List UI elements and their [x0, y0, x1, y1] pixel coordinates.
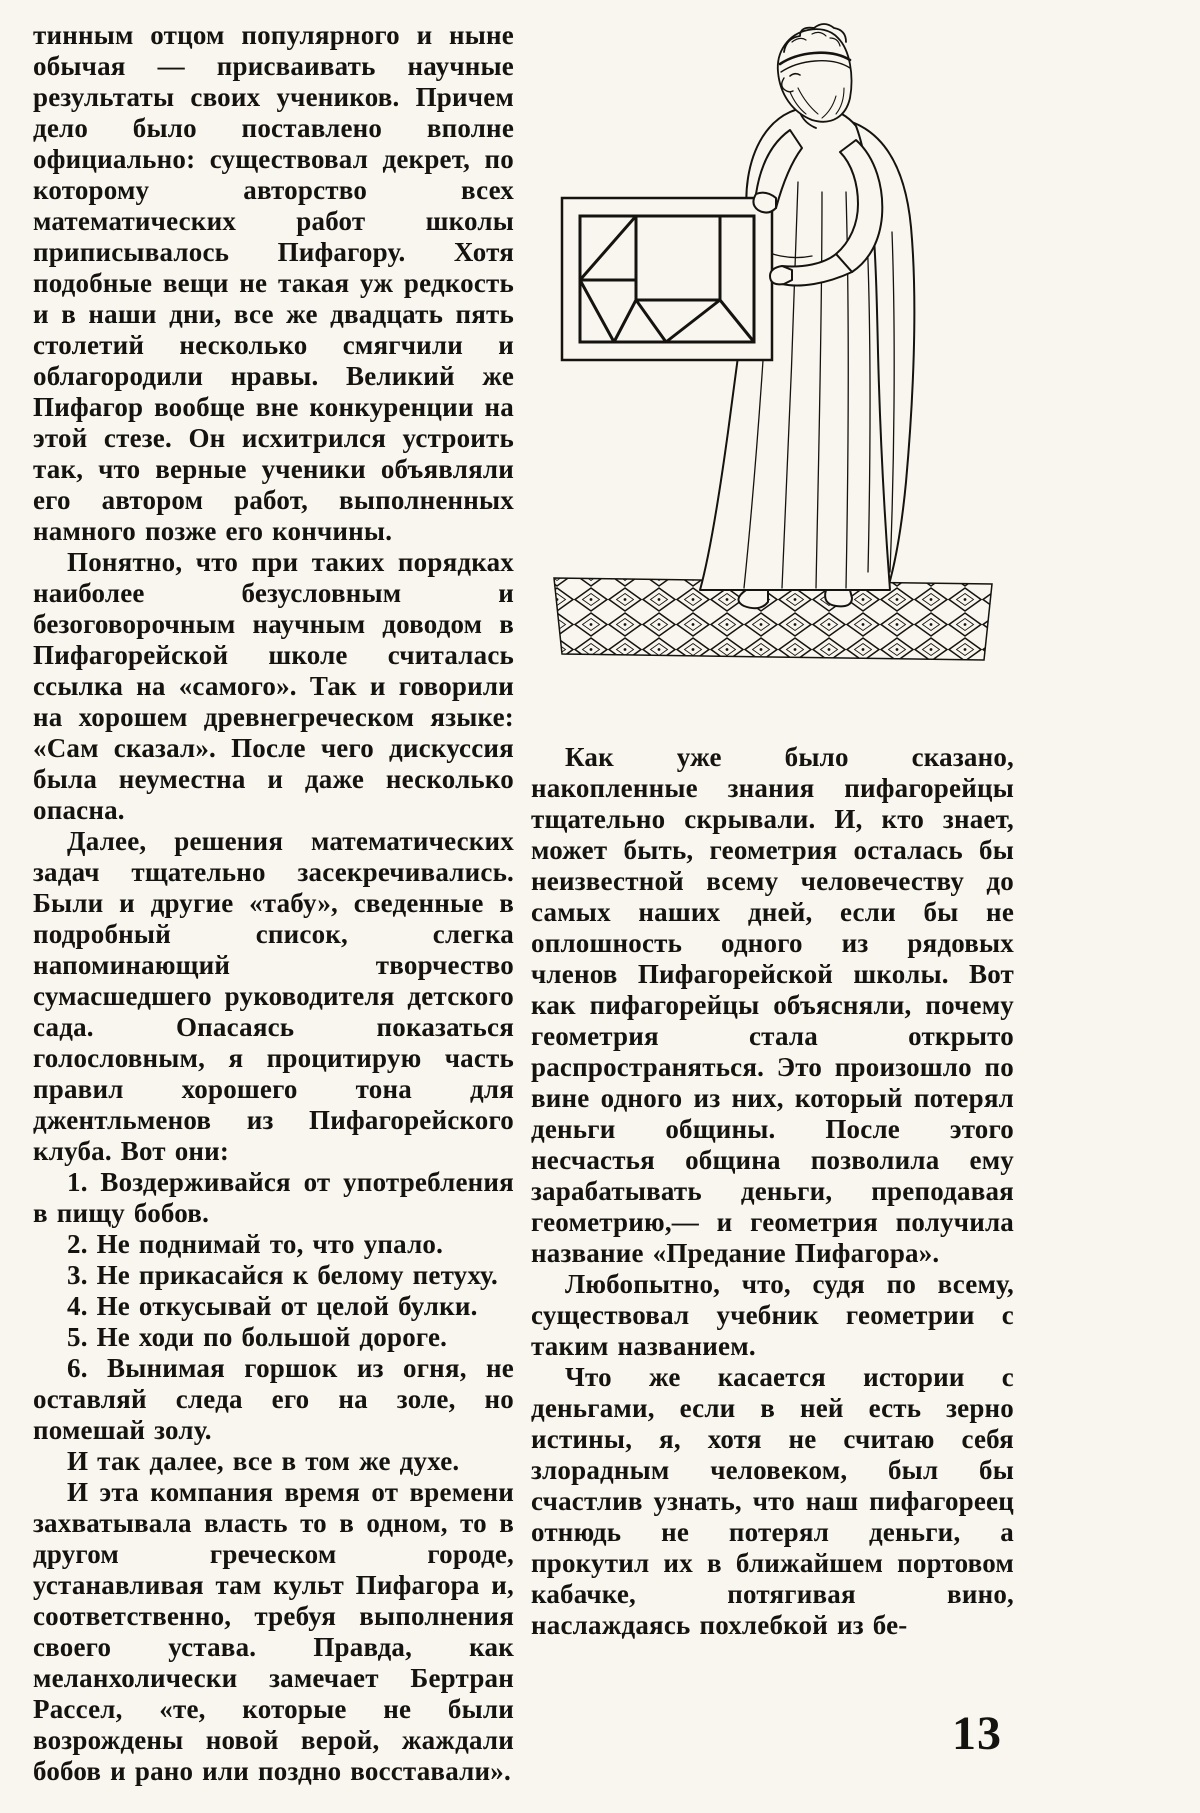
- paragraph: И эта компания время от времени захватывала власть то в одном, то в другом греческом городе, устанавливая там культ Пифагора и, соответственно, требуя выполнения своего устава. Правда, как меланхолически замечает Бертран Рассел, «те, которые не были возрождены новой верой, жаждали бобов и рано или поздно восставали».: [33, 1477, 514, 1786]
- left-column: [33, 20, 514, 1787]
- rule-item: 1. Воздерживайся от употребления в пищу бобов.: [33, 1167, 514, 1228]
- rule-item: 2. Не поднимай то, что упало.: [67, 1229, 444, 1259]
- paragraph: тинным отцом популярного и ныне обычая — присваивать научные результаты своих учеников. Причем дело было поставлено вполне официально: существовал декрет, по которому авторство всех математических работ школы приписывалось Пифагору. Хотя подобные вещи не такая уж редкость и в наши дни, все же двадцать пять столетий несколько смягчили и облагородили нравы. Великий же Пифагор вообще вне конкуренции на этой стезе. Он исхитрился устроить так, что верные ученики объявляли его автором работ, выполненных намного позже его кончины.: [33, 20, 514, 546]
- pythagoras-illustration: [540, 12, 1005, 667]
- rule-item: 6. Вынимая горшок из огня, не оставляй следа его на золе, но помешай золу.: [33, 1353, 514, 1445]
- right-column: [531, 742, 1014, 1641]
- paragraph: Что же касается истории с деньгами, если в ней есть зерно истины, я, хотя не считаю себя злорадным человеком, был бы счастлив узнать, что наш пифагореец отнюдь не потерял деньги, а прокутил их в ближайшем портовом кабачке, потягивая вино, наслаждаясь похлебкой из бе-: [531, 1362, 1014, 1640]
- paragraph: Любопытно, что, судя по всему, существовал учебник геометрии с таким названием.: [531, 1269, 1014, 1361]
- page-number: 13: [952, 1707, 1002, 1760]
- rule-item: 4. Не откусывай от целой булки.: [67, 1291, 478, 1321]
- paragraph: И так далее, все в том же духе.: [67, 1446, 460, 1476]
- rule-item: 3. Не прикасайся к белому петуху.: [67, 1260, 498, 1290]
- paragraph: Далее, решения математических задач тщательно засекречивались. Были и другие «табу», сведенные в подробный список, слегка напоминающий творчество сумасшедшего руководителя детского сада. Опасаясь показаться голословным, я процитирую часть правил хорошего тона для джентльменов из Пифагорейского клуба. Вот они:: [33, 826, 514, 1166]
- rule-item: 5. Не ходи по большой дороге.: [67, 1322, 448, 1352]
- geometry-tablet-icon: [562, 198, 772, 360]
- paragraph: Как уже было сказано, накопленные знания пифагорейцы тщательно скрывали. И, кто знает, может быть, геометрия осталась бы неизвестной всему человечеству до самых наших дней, если бы не оплошность одного из рядовых членов Пифагорейской школы. Вот как пифагорейцы объясняли, почему геометрия стала открыто распространяться. Это произошло по вине одного из них, который потерял деньги общины. После этого несчастья община позволила ему зарабатывать деньги, преподавая геометрию,— и геометрия получила название «Предание Пифагора».: [531, 742, 1014, 1268]
- illustration-container: [540, 12, 1005, 667]
- paragraph: Понятно, что при таких порядках наиболее безусловным и безоговорочным научным доводом в Пифагорейской школе считалась ссылка на «самого». Так и говорили на хорошем древнегреческом языке: «Сам сказал». После чего дискуссия была неуместна и даже несколько опасна.: [33, 547, 514, 825]
